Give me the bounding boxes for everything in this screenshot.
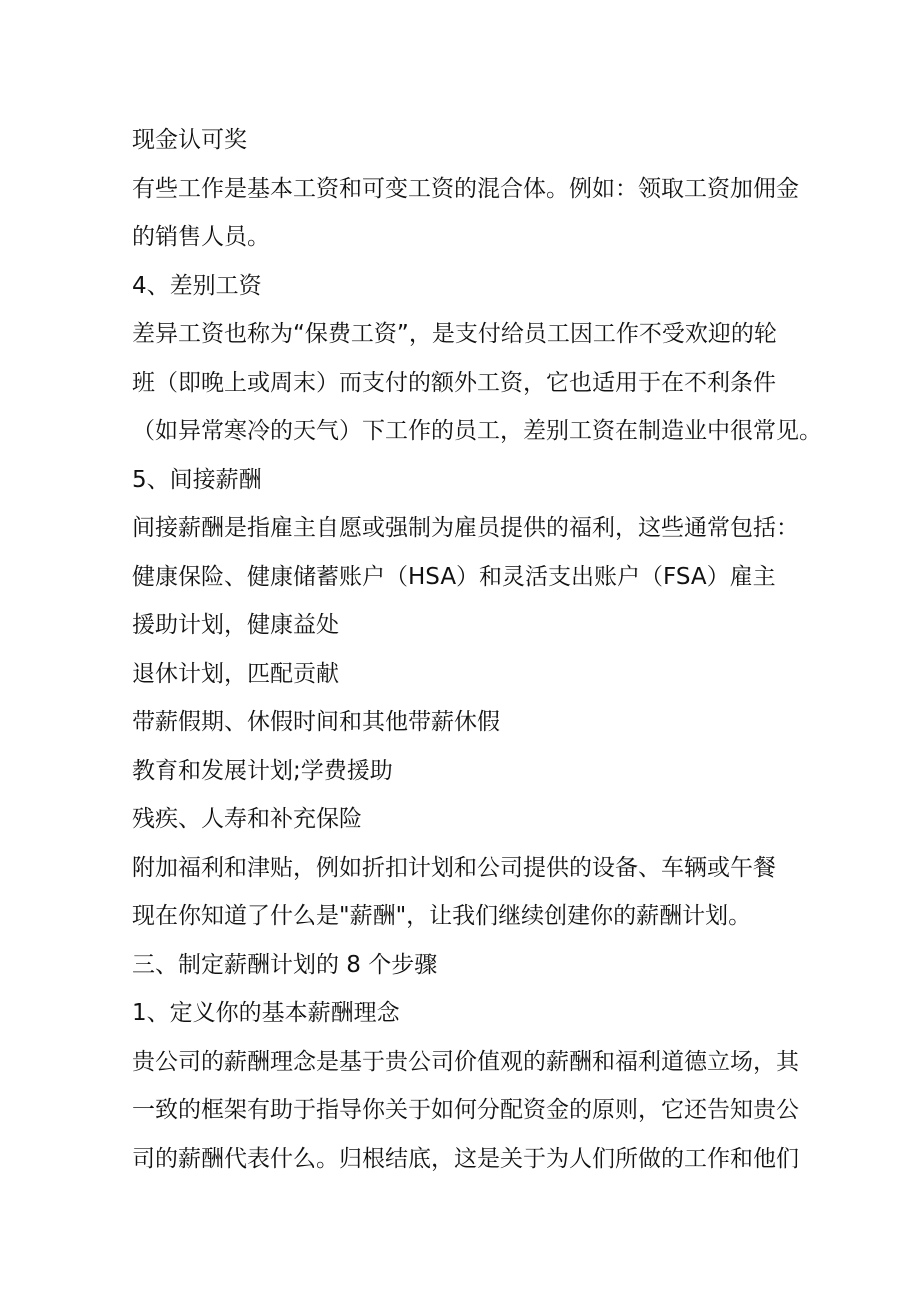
section-heading: 1、定义你的基本薪酬理念 <box>132 1000 400 1026</box>
text-line: （如异常寒冷的天气）下工作的员工，差别工资在制造业中很常见。 <box>132 418 822 444</box>
text-line: 一致的框架有助于指导你关于如何分配资金的原则，它还告知贵公 <box>132 1097 799 1123</box>
text-line: 健康保险、健康储蓄账户（HSA）和灵活支出账户（FSA）雇主 <box>132 563 776 590</box>
text-line: 贵公司的薪酬理念是基于贵公司价值观的薪酬和福利道德立场，其 <box>132 1048 799 1075</box>
text-line: 班（即晚上或周末）而支付的额外工资，它也适用于在不利条件 <box>132 369 776 396</box>
section-heading: 5、间接薪酬 <box>132 466 262 493</box>
text-line: 有些工作是基本工资和可变工资的混合体。例如：领取工资加佣金 <box>132 175 799 202</box>
text-line: 援助计划，健康益处 <box>132 612 339 638</box>
list-item: 退休计划，匹配贡献 <box>132 660 339 687</box>
list-item: 残疾、人寿和补充保险 <box>132 806 362 832</box>
list-item: 教育和发展计划;学费援助 <box>132 757 393 784</box>
text-line: 现在你知道了什么是"薪酬"，让我们继续创建你的薪酬计划。 <box>132 903 752 929</box>
list-item: 带薪假期、休假时间和其他带薪休假 <box>132 709 500 735</box>
document-body <box>132 116 822 1183</box>
section-heading: 三、制定薪酬计划的 8 个步骤 <box>132 951 438 978</box>
text-line: 司的薪酬代表什么。归根结底，这是关于为人们所做的工作和他们 <box>132 1145 799 1172</box>
list-item: 附加福利和津贴，例如折扣计划和公司提供的设备、车辆或午餐 <box>132 854 776 881</box>
text-line: 的销售人员。 <box>132 224 270 250</box>
text-line: 间接薪酬是指雇主自愿或强制为雇员提供的福利，这些通常包括： <box>132 515 799 541</box>
text-line: 差异工资也称为“保费工资”，是支付给员工因工作不受欢迎的轮 <box>132 321 777 347</box>
section-heading: 4、差别工资 <box>132 272 262 299</box>
text-line: 现金认可奖 <box>132 127 247 153</box>
